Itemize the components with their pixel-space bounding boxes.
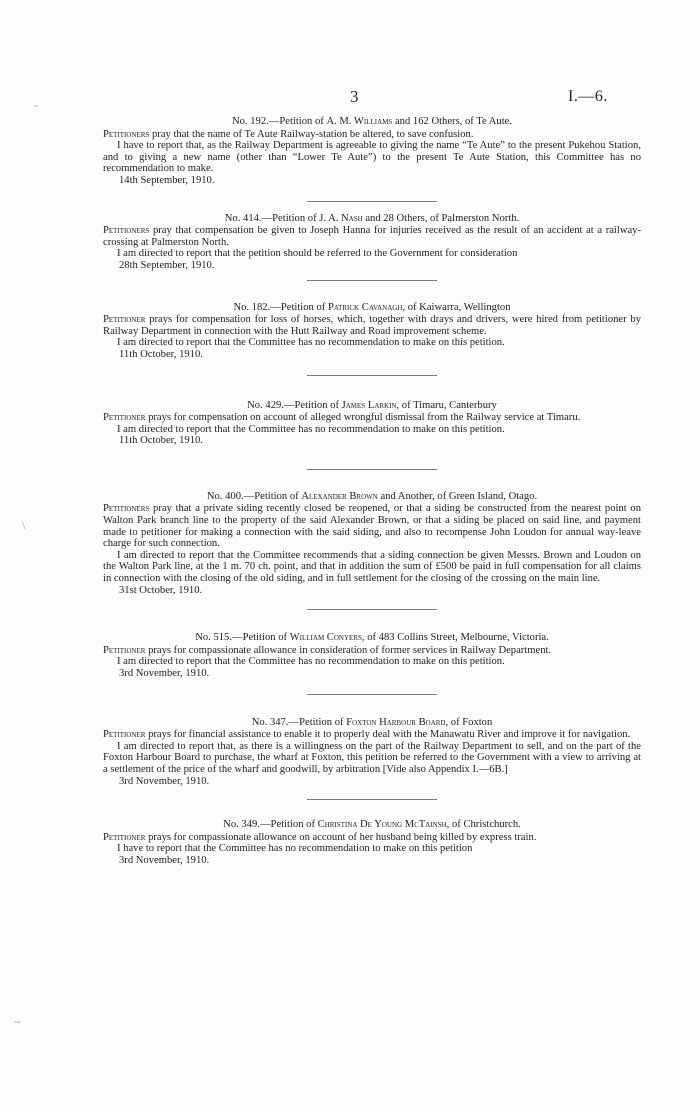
petitioner-name: A. M. Williams	[326, 116, 393, 127]
petitioner-name: William Conyers	[289, 632, 362, 644]
report-date: 14th September, 1910.	[119, 174, 215, 186]
series-identifier: I.—6.	[568, 88, 608, 105]
petition-heading: No. 192.—Petition of A. M. Williams and 162 Others, of Te Aute.	[231, 116, 513, 127]
committee-report: I am directed to report that the Committee has no recommendation to make on this petition.	[117, 423, 505, 435]
petitioner-name: James Larkin	[341, 399, 397, 411]
report-date: 28th September, 1910.	[119, 259, 215, 271]
petition-347	[103, 717, 641, 788]
section-divider	[307, 609, 437, 610]
petition-349	[103, 819, 641, 866]
section-divider	[307, 280, 437, 281]
section-divider	[307, 694, 437, 695]
petition-414	[103, 213, 641, 272]
margin-mark: ~	[14, 1015, 21, 1029]
petition-heading: No. 182.—Petition of Patrick Cavanagh, of Kaiwarra, Wellington	[233, 301, 511, 313]
petition-prayer: Petitioner prays for compensation on account of alleged wrongful dismissal from the Railway service at Timaru.	[103, 412, 581, 424]
petition-182	[103, 302, 641, 361]
margin-mark: \	[22, 518, 26, 532]
petitioner-name: Alexander Brown	[301, 490, 378, 502]
report-date: 3rd November, 1910.	[119, 854, 210, 866]
report-date: 3rd November, 1910.	[119, 775, 210, 787]
page-number: 3	[350, 87, 359, 106]
petition-prayer: Petitioner prays for financial assistance to enable it to properly deal with the Manawatu River and improve it for navigation.	[103, 729, 631, 741]
committee-report: I am directed to report that the petition should be referred to the Government for consideration	[117, 248, 518, 260]
section-divider	[307, 201, 437, 202]
report-date: 3rd November, 1910.	[119, 668, 210, 679]
petition-heading: No. 429.—Petition of James Larkin, of Timaru, Canterbury	[247, 399, 497, 411]
petition-heading: No. 347.—Petition of Foxton Harbour Board, of Foxton	[251, 716, 493, 728]
petition-prayer: Petitioners pray that a private siding recently closed be reopened, or that a siding be constructed from the nearest point on Walton Park branch line to the property of the said Alexander Brown, or that a siding be placed on said line, and payment made to petitioner for making a connection with the said siding, and also to recompense John Loudon for annual way-leave charge for such connection.	[103, 503, 641, 550]
petition-400	[103, 491, 641, 596]
committee-report: I am directed to report that, as there is a willingness on the part of the Railway Department to sell, and on the part of the Foxton Harbour Board to purchase, the wharf at Foxton, this petition be referred to the Government with a view to arriving at a settlement of the price of the wharf and goodwill, by arbitration [Vide also Appendix I.—6B.]	[103, 740, 641, 775]
petition-heading: No. 414.—Petition of J. A. Nash and 28 Others, of Palmerston North.	[224, 212, 520, 224]
margin-mark: -	[34, 98, 38, 112]
petitions-list	[103, 116, 641, 867]
report-date: 11th October, 1910.	[119, 435, 203, 447]
petitioner-name: Patrick Cavanagh	[327, 301, 403, 313]
committee-report: I have to report that the Committee has no recommendation to make on this petition	[117, 843, 473, 855]
petition-prayer: Petitioners pray that the name of Te Aute Railway-station be altered, to save confusion.	[103, 128, 474, 140]
petitioner-name: Christina De Young McTainsh	[317, 819, 447, 831]
petition-515	[103, 632, 641, 679]
petition-192	[103, 116, 641, 187]
petition-prayer: Petitioner prays for compensation for loss of horses, which, together with drays and drivers, were hired from petitioner by Railway Department in connection with the Hutt Railway and Road improvement scheme.	[103, 314, 641, 337]
report-date: 31st October, 1910.	[119, 584, 203, 596]
petition-heading: No. 400.—Petition of Alexander Brown and Another, of Green Island, Otago.	[206, 490, 538, 502]
petition-heading: No. 349.—Petition of Christina De Young McTainsh, of Christchurch.	[223, 819, 521, 831]
section-divider	[307, 799, 437, 800]
committee-report: I am directed to report that the Committee recommends that a siding connection be given Messrs. Brown and Loudon on the Walton Park line, at the 1 m. 70 ch. point, and that in addition the sum of £500 be paid in full compensation for all claims in connection with the closing of the old siding, and in full settlement for the closing of the crossing on the main line.	[103, 549, 641, 585]
section-divider	[307, 375, 437, 376]
committee-report: I am directed to report that the Committee has no recommendation to make on this petition.	[117, 656, 505, 668]
petitioner-name: J. A. Nash	[319, 212, 363, 224]
committee-report: I have to report that, as the Railway Department is agreeable to giving the name “Te Aute” to the present Pukehou Station, and to giving a new name (other than “Lower Te Aute”) to the present Te Aute Station, this Committee has no recommendation to make.	[103, 140, 641, 175]
committee-report: I am directed to report that the Committee has no recommendation to make on this petition.	[117, 337, 505, 349]
petition-429	[103, 400, 641, 447]
report-date: 11th October, 1910.	[119, 348, 203, 360]
petition-prayer: Petitioners pray that compensation be given to Joseph Hanna for injuries received as the result of an accident at a railway-crossing at Palmerston North.	[103, 225, 641, 248]
petitioner-name: Foxton Harbour Board	[346, 716, 446, 728]
section-divider	[307, 469, 437, 470]
petition-prayer: Petitioner prays for compassionate allowance in consideration of former services in Railway Department.	[103, 644, 552, 656]
petition-heading: No. 515.—Petition of William Conyers, of 483 Collins Street, Melbourne, Victoria.	[195, 632, 549, 644]
petition-prayer: Petitioner prays for compassionate allowance on account of her husband being killed by express train.	[103, 831, 537, 843]
